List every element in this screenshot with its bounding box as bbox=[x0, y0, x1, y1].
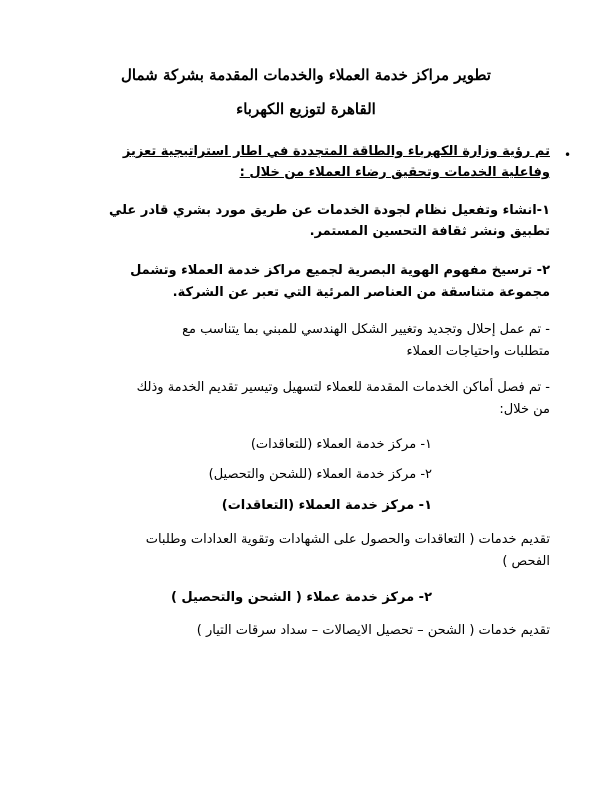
list-item-2: ٢- مركز خدمة العملاء (للشحن والتحصيل) bbox=[208, 467, 432, 482]
title-line-2: القاهرة لتوزيع الكهرباء bbox=[236, 100, 376, 118]
paragraph-1-line-1: - تم عمل إحلال وتجديد وتغيير الشكل الهندسي للمبني بما يتناسب مع bbox=[182, 322, 550, 337]
list-item-1: ١- مركز خدمة العملاء (للتعاقدات) bbox=[250, 437, 432, 452]
paragraph-2-line-1: - تم فصل أماكن الخدمات المقدمة للعملاء لتسهيل وتيسير تقديم الخدمة وذلك bbox=[136, 380, 550, 395]
bullet-icon: • bbox=[564, 148, 572, 162]
paragraph-2-line-2: من خلال: bbox=[499, 402, 550, 417]
point-2-line-1: ٢- ترسيخ مفهوم الهوية البصرية لجميع مراكز خدمة العملاء وتشمل bbox=[130, 263, 550, 278]
intro-line-1: تم رؤية وزارة الكهرباء والطاقة المتجددة في اطار استراتيجية تعزيز bbox=[122, 144, 550, 159]
point-1-line-1: ١-انشاء وتفعيل نظام لجودة الخدمات عن طريق مورد بشري قادر علي bbox=[108, 203, 550, 218]
heading-1-body-line-2: الفحص ) bbox=[502, 554, 550, 569]
heading-2-body: تقديم خدمات ( الشحن – تحصيل الايصالات – سداد سرقات التيار ) bbox=[196, 623, 550, 638]
paragraph-1-line-2: متطلبات واحتياجات العملاء bbox=[406, 344, 550, 359]
heading-1-body-line-1: تقديم خدمات ( التعاقدات والحصول على الشهادات وتقوية العدادات وطلبات bbox=[145, 532, 550, 547]
heading-1: ١- مركز خدمة العملاء (التعاقدات) bbox=[221, 498, 432, 513]
intro-line-2: وفاعلية الخدمات وتحقيق رضاء العملاء من خلال : bbox=[239, 165, 550, 180]
title-line-1: تطوير مراكز خدمة العملاء والخدمات المقدمة بشركة شمال bbox=[121, 66, 491, 84]
point-2-line-2: مجموعة متناسقة من العناصر المرئية التي تعبر عن الشركة. bbox=[172, 285, 550, 300]
point-1-line-2: تطبيق ونشر ثقافة التحسين المستمر. bbox=[309, 224, 550, 239]
heading-2: ٢- مركز خدمة عملاء ( الشحن والتحصيل ) bbox=[170, 590, 432, 605]
